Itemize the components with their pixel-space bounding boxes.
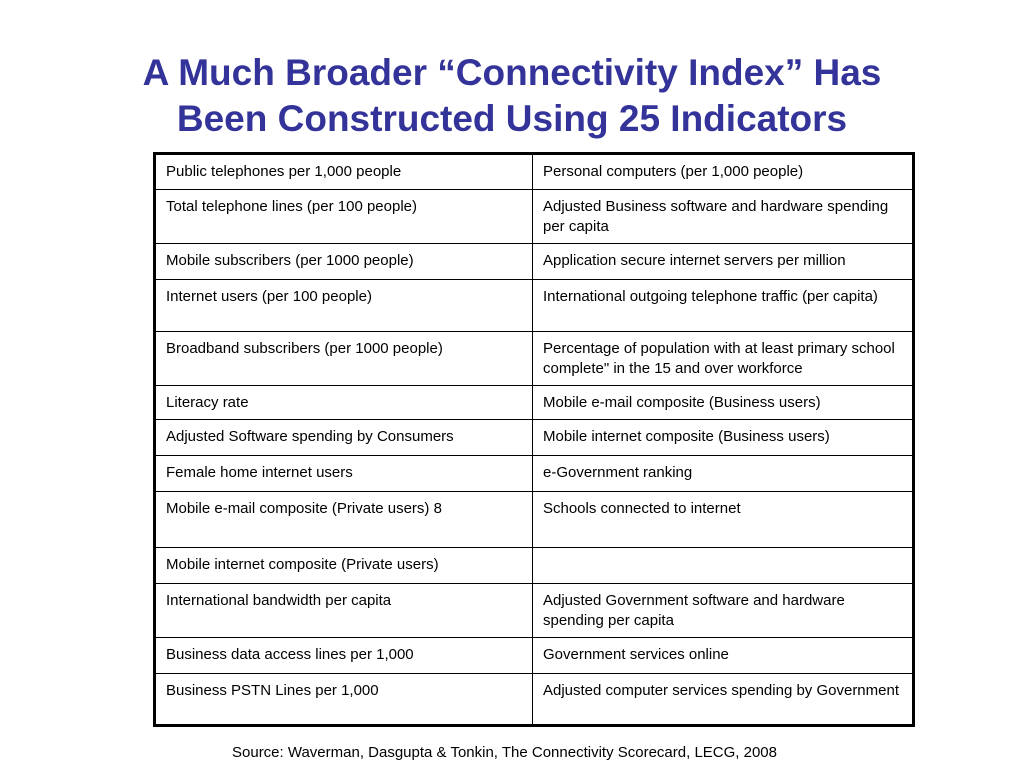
table-cell: Schools connected to internet [532,492,913,548]
table-cell: Government services online [532,638,913,674]
table-cell: International bandwidth per capita [155,584,533,638]
table-cell: Business PSTN Lines per 1,000 [155,674,533,726]
indicators-table [153,152,915,727]
table-row [155,420,914,456]
table-row [155,280,914,332]
table-cell: Mobile e-mail composite (Business users) [532,386,913,420]
table-row [155,244,914,280]
table-row [155,154,914,190]
table-row [155,332,914,386]
table-cell: Internet users (per 100 people) [155,280,533,332]
table-row [155,386,914,420]
table-row [155,638,914,674]
table-cell: Mobile e-mail composite (Private users) 8 [155,492,533,548]
table-row [155,492,914,548]
table-cell: Percentage of population with at least primary school complete" in the 15 and over workforce [532,332,913,386]
table-row [155,548,914,584]
table-cell: Female home internet users [155,456,533,492]
table-cell [532,548,913,584]
source-citation: Source: Waverman, Dasgupta & Tonkin, The Connectivity Scorecard, LECG, 2008 [232,744,777,761]
title-line-2: Been Constructed Using 25 Indicators [176,98,848,139]
table-cell: Application secure internet servers per million [532,244,913,280]
table-cell: Adjusted Software spending by Consumers [155,420,533,456]
table-row [155,190,914,244]
table-cell: Literacy rate [155,386,533,420]
table-cell: Adjusted Business software and hardware spending per capita [532,190,913,244]
table-cell: e-Government ranking [532,456,913,492]
table-cell: Adjusted computer services spending by Government [532,674,913,726]
table-cell: International outgoing telephone traffic (per capita) [532,280,913,332]
table-row [155,456,914,492]
table-row [155,584,914,638]
table-cell: Broadband subscribers (per 1000 people) [155,332,533,386]
table-cell: Mobile internet composite (Business users) [532,420,913,456]
page-title [0,50,1024,142]
table-cell: Total telephone lines (per 100 people) [155,190,533,244]
table-cell: Personal computers (per 1,000 people) [532,154,913,190]
table-cell: Business data access lines per 1,000 [155,638,533,674]
table-cell: Mobile subscribers (per 1000 people) [155,244,533,280]
table-cell: Adjusted Government software and hardware spending per capita [532,584,913,638]
table-row [155,674,914,726]
table-cell: Public telephones per 1,000 people [155,154,533,190]
title-line-1: A Much Broader “Connectivity Index” Has [142,52,882,93]
table-cell: Mobile internet composite (Private users) [155,548,533,584]
